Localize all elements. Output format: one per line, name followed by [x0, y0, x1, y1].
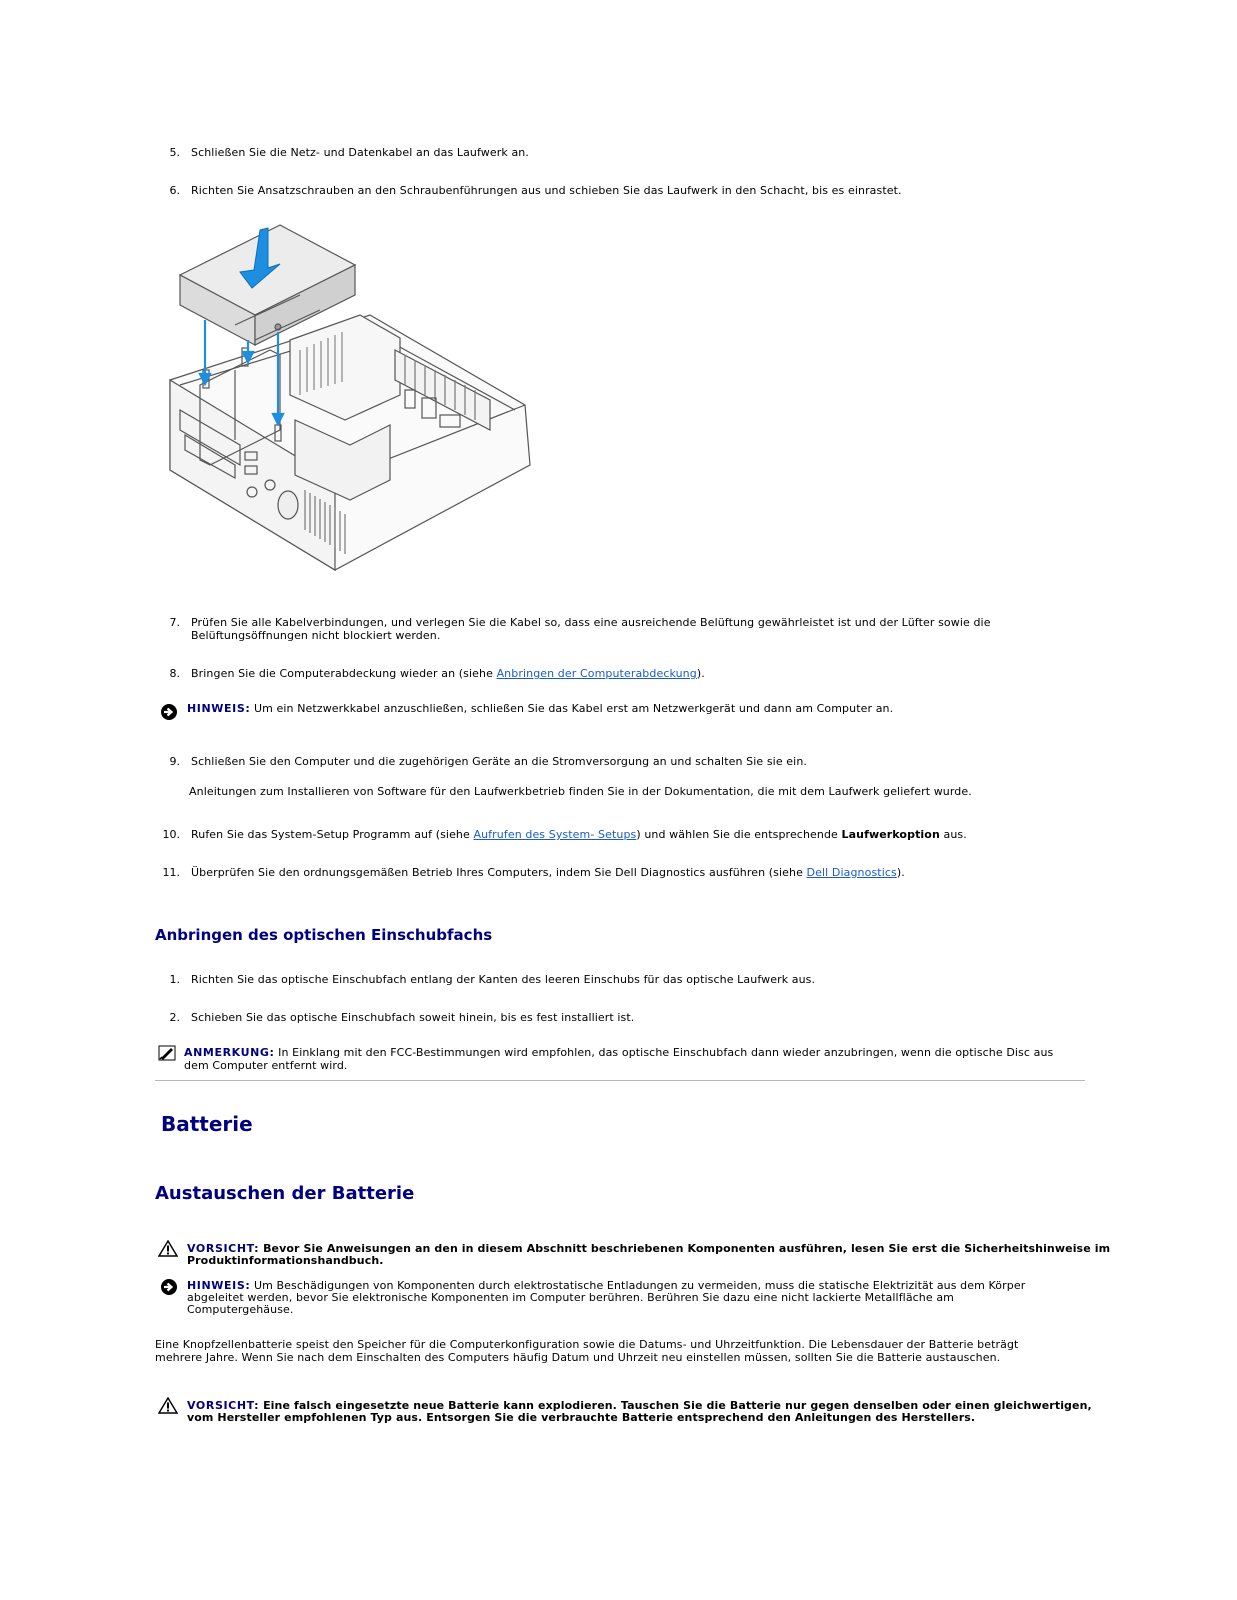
- notice-text: HINWEIS: Um ein Netzwerkkabel anzuschließen, schließen Sie das Kabel erst am Netzwerkgerät und dann am Computer an.: [187, 702, 894, 715]
- step-text: Richten Sie das optische Einschubfach entlang der Kanten des leeren Einschubs für das optische Laufwerk aus.: [191, 973, 816, 986]
- step-number: 6.: [169, 184, 180, 197]
- notice-icon: [160, 703, 178, 721]
- step-subtext: Anleitungen zum Installieren von Software für den Laufwerkbetrieb finden Sie in der Dokumentation, die mit dem Laufwerk geliefert wurde.: [189, 785, 972, 798]
- step-text: Richten Sie Ansatzschrauben an den Schraubenführungen aus und schieben Sie das Laufwerk in den Schacht, bis es einrastet.: [191, 184, 902, 197]
- chapter-title: Batterie: [161, 1112, 253, 1136]
- step-number: 11.: [162, 866, 180, 879]
- body-paragraph: Eine Knopfzellenbatterie speist den Speicher für die Computerkonfiguration sowie die Datums- und Uhrzeitfunktion. Die Lebensdauer der Batterie beträgt: [155, 1338, 1019, 1351]
- drive-installation-illustration: [160, 220, 540, 590]
- step-text: Prüfen Sie alle Kabelverbindungen, und verlegen Sie die Kabel so, dass eine ausreichende Belüftung gewährleistet ist und der Lüfter sowie die: [191, 616, 991, 629]
- step-text: Schließen Sie die Netz- und Datenkabel an das Laufwerk an.: [191, 146, 529, 159]
- link-dell-diagnostics[interactable]: Dell Diagnostics: [806, 866, 897, 879]
- step-number: 5.: [169, 146, 180, 159]
- step-text: Rufen Sie das System-Setup Programm auf (siehe Aufrufen des System- Setups) und wählen Sie die entsprechende Laufwerkoption aus.: [191, 828, 967, 841]
- step-text: Bringen Sie die Computerabdeckung wieder an (siehe Anbringen der Computerabdeckung).: [191, 667, 705, 680]
- note-text: dem Computer entfernt wird.: [184, 1059, 348, 1072]
- step-number: 1.: [169, 973, 180, 986]
- step-number: 2.: [169, 1011, 180, 1024]
- notice-text: Computergehäuse.: [187, 1303, 294, 1316]
- note-text: ANMERKUNG: In Einklang mit den FCC-Bestimmungen wird empfohlen, das optische Einschubfach dann wieder anzubringen, wenn die optische Disc aus: [184, 1046, 1054, 1059]
- step-number: 8.: [169, 667, 180, 680]
- step-text: Schieben Sie das optische Einschubfach soweit hinein, bis es fest installiert ist.: [191, 1011, 635, 1024]
- caution-text: VORSICHT: Eine falsch eingesetzte neue Batterie kann explodieren. Tauschen Sie die Batterie nur gegen denselben oder einen gleichwertigen,: [187, 1399, 1092, 1412]
- note-pencil-icon: [158, 1045, 176, 1061]
- step-text: Belüftungsöffnungen nicht blockiert werden.: [191, 629, 441, 642]
- step-text: Überprüfen Sie den ordnungsgemäßen Betrieb Ihres Computers, indem Sie Dell Diagnostics ausführen (siehe Dell Diagnostics).: [191, 866, 905, 879]
- caution-icon: [158, 1397, 178, 1414]
- step-text: Schließen Sie den Computer und die zugehörigen Geräte an die Stromversorgung an und schalten Sie sie ein.: [191, 755, 807, 768]
- section-heading: Austauschen der Batterie: [155, 1183, 415, 1204]
- step-number: 10.: [162, 828, 180, 841]
- step-number: 7.: [169, 616, 180, 629]
- body-paragraph: mehrere Jahre. Wenn Sie nach dem Einschalten des Computers häufig Datum und Uhrzeit neu einstellen müssen, sollten Sie die Batterie austauschen.: [155, 1351, 1001, 1364]
- notice-icon: [160, 1278, 178, 1296]
- step-number: 9.: [169, 755, 180, 768]
- notice-text: abgeleitet werden, bevor Sie elektronische Komponenten im Computer berühren. Berühren Sie dazu eine nicht lackierte Metallfläche am: [187, 1291, 955, 1304]
- section-heading: Anbringen des optischen Einschubfachs: [155, 926, 493, 944]
- link-anbringen-computerabdeckung[interactable]: Anbringen der Computerabdeckung: [496, 667, 697, 680]
- caution-text: vom Hersteller empfohlenen Typ aus. Entsorgen Sie die verbrauchte Batterie entsprechend den Anleitungen des Herstellers.: [187, 1411, 976, 1424]
- caution-text: Produktinformationshandbuch.: [187, 1254, 384, 1267]
- notice-text: HINWEIS: Um Beschädigungen von Komponenten durch elektrostatische Entladungen zu vermeiden, muss die statische Elektrizität aus dem Körper: [187, 1279, 1026, 1292]
- divider: [155, 1080, 1085, 1081]
- caution-icon: [158, 1240, 178, 1257]
- link-system-setup[interactable]: Aufrufen des System- Setups: [473, 828, 637, 841]
- caution-text: VORSICHT: Bevor Sie Anweisungen an den in diesem Abschnitt beschriebenen Komponenten ausführen, lesen Sie erst die Sicherheitshinweise im: [187, 1242, 1111, 1255]
